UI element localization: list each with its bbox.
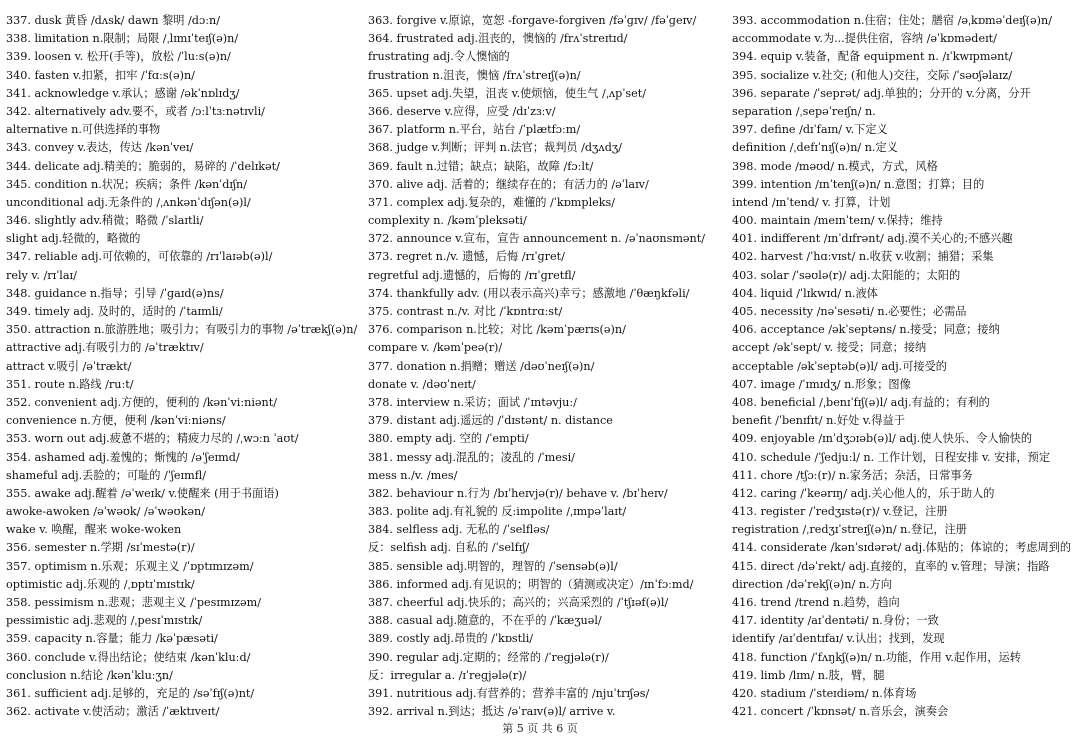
page-number: 第 5 页 共 6 页 — [502, 722, 578, 735]
vocab-entry: pessimistic adj.悲观的 /ˌpesɪˈmɪstɪk/ — [6, 614, 203, 628]
vocab-entry: 366. deserve v.应得，应受 /dɪˈzɜːv/ — [368, 104, 556, 118]
vocab-entry: 352. convenient adj.方便的，便利的 /kənˈviːniənt/ — [6, 395, 277, 409]
vocab-entry: 351. route n.路线 /ruːt/ — [6, 377, 134, 391]
vocab-entry: 396. separate /ˈseprət/ adj.单独的；分开的 v.分离，分开 — [732, 86, 1031, 100]
vocab-entry: 343. convey v.表达，传达 /kənˈveɪ/ — [6, 141, 194, 155]
vocab-entry: 385. sensible adj.明智的，理智的 /ˈsensəb(ə)l/ — [368, 559, 618, 573]
vocab-entry: alternative n.可供选择的事物 — [6, 123, 161, 137]
vocab-entry: rely v. /rɪˈlaɪ/ — [6, 268, 77, 282]
vocab-entry: 355. awake adj.醒着 /əˈweɪk/ v.使醒来 (用于书面语) — [6, 486, 279, 500]
vocab-entry: 362. activate v.使活动；激活 /ˈæktɪveɪt/ — [6, 705, 220, 719]
vocab-entry: shameful adj.丢脸的；可耻的 /ˈʃeɪmfl/ — [6, 468, 206, 482]
vocab-entry: 414. considerate /kənˈsɪdərət/ adj.体贴的；体谅的；考虑周到的 — [732, 541, 1072, 555]
vocab-entry: 340. fasten v.扣紧，扣牢 /ˈfɑːs(ə)n/ — [6, 68, 195, 82]
vocab-entry: direction /dəˈrekʃ(ə)n/ n.方向 — [732, 577, 892, 591]
vocab-entry: 375. contrast n./v. 对比 /ˈkɒntrɑːst/ — [368, 305, 563, 318]
vocab-entry: 384. selfless adj. 无私的 /ˈselfləs/ — [368, 523, 550, 537]
vocab-entry: 356. semester n.学期 /sɪˈmestə(r)/ — [6, 541, 195, 555]
vocab-entry: unconditional adj.无条件的 /ˌʌnkənˈdɪʃən(ə)l/ — [6, 195, 251, 209]
vocab-entry: attractive adj.有吸引力的 /əˈtræktɪv/ — [6, 341, 204, 355]
vocab-entry: 417. identity /aɪˈdentəti/ n.身份；一致 — [732, 614, 939, 628]
vocab-entry: 403. solar /ˈsəʊlə(r)/ adj.太阳能的；太阳的 — [732, 268, 961, 282]
vocab-entry: 348. guidance n.指导；引导 /ˈɡaɪd(ə)ns/ — [6, 286, 224, 300]
vocab-entry: 364. frustrated adj.沮丧的，懊恼的 /frʌˈstreɪtɪd/ — [368, 32, 628, 46]
vocab-entry: complexity n. /kəmˈpleksəti/ — [368, 214, 527, 228]
vocabulary-column-3 — [732, 12, 1076, 721]
vocab-entry: convenience n.方便，便利 /kənˈviːniəns/ — [6, 414, 226, 428]
vocab-entry: 349. timely adj. 及时的，适时的 /ˈtaɪmli/ — [6, 305, 223, 318]
vocab-entry: acceptable /əkˈseptəb(ə)l/ adj.可接受的 — [732, 359, 947, 373]
vocab-entry: frustration n.沮丧，懊恼 /frʌˈstreɪʃ(ə)n/ — [368, 68, 581, 82]
vocab-entry: 358. pessimism n.悲观；悲观主义 /ˈpesɪmɪzəm/ — [6, 596, 262, 609]
vocab-entry: regretful adj.遗憾的，后悔的 /rɪˈɡretfl/ — [368, 268, 576, 282]
vocab-entry: 354. ashamed adj.羞愧的；惭愧的 /əˈʃeɪmd/ — [6, 450, 240, 464]
vocab-entry: 388. casual adj.随意的，不在乎的 /ˈkæʒuəl/ — [368, 614, 602, 628]
vocab-entry: 337. dusk 黄昏 /dʌsk/ dawn 黎明 /dɔːn/ — [6, 14, 220, 27]
vocab-entry: 415. direct /dəˈrekt/ adj.直接的，直率的 v.管理；导演；指路 — [732, 559, 1050, 573]
vocab-entry: 420. stadium /ˈsteɪdiəm/ n.体育场 — [732, 686, 917, 700]
vocab-entry: 416. trend /trend n.趋势，趋向 — [732, 596, 900, 609]
vocab-entry: 410. schedule /ˈʃedjuːl/ n. 工作计划，日程安排 v. 安排，预定 — [732, 450, 1051, 464]
vocab-entry: 407. image /ˈɪmɪdʒ/ n.形象；图像 — [732, 377, 911, 391]
vocab-entry: 411. chore /tʃɔː(r)/ n.家务活；杂活，日常事务 — [732, 468, 973, 482]
vocab-entry: 372. announce v.宣布，宣告 announcement n. /əˈnaʊnsmənt/ — [368, 232, 706, 246]
vocab-entry: 369. fault n.过错；缺点；缺陷，故障 /fɔːlt/ — [368, 159, 594, 173]
vocab-entry: 反：irregular a. /ɪˈreɡjələ(r)/ — [368, 668, 527, 682]
vocab-entry: 341. acknowledge v.承认；感谢 /əkˈnɒlɪdʒ/ — [6, 86, 240, 100]
vocab-entry: 400. maintain /meɪnˈteɪn/ v.保持；维持 — [732, 214, 943, 228]
vocab-entry: 339. loosen v. 松开(手等)，放松 /ˈluːs(ə)n/ — [6, 50, 231, 64]
vocab-entry: 408. beneficial /ˌbenɪˈfɪʃ(ə)l/ adj.有益的；有利的 — [732, 395, 990, 409]
vocab-entry: 418. function /ˈfʌŋkʃ(ə)n/ n.功能，作用 v.起作用，运转 — [732, 650, 1021, 664]
vocab-entry: 401. indifferent /ɪnˈdɪfrənt/ adj.漠不关心的;不感兴趣 — [732, 232, 1013, 246]
vocab-entry: 377. donation n.捐赠；赠送 /dəʊˈneɪʃ(ə)n/ — [368, 359, 595, 373]
vocab-entry: 409. enjoyable /ɪnˈdʒɔɪəb(ə)l/ adj.使人快乐、令人愉快的 — [732, 432, 1033, 446]
vocab-entry: 361. sufficient adj.足够的，充足的 /səˈfɪʃ(ə)nt/ — [6, 686, 255, 700]
vocab-entry: 399. intention /ɪnˈtenʃ(ə)n/ n.意图；打算；目的 — [732, 177, 985, 191]
vocab-entry: slight adj.轻微的，略微的 — [6, 232, 141, 246]
vocab-entry: 357. optimism n.乐观；乐观主义 /ˈɒptɪmɪzəm/ — [6, 559, 254, 573]
vocab-entry: 365. upset adj.失望，沮丧 v.使烦恼，使生气 /ˌʌpˈset/ — [368, 86, 647, 100]
vocab-entry: 395. socialize v.社交; (和他人)交往，交际 /ˈsəʊʃəlaɪz/ — [732, 68, 1013, 82]
vocab-entry: 359. capacity n.容量；能力 /kəˈpæsəti/ — [6, 632, 218, 646]
vocab-entry: 379. distant adj.遥远的 /ˈdɪstənt/ n. distance — [368, 414, 613, 428]
vocab-entry: 345. condition n.状况；疾病；条件 /kənˈdɪʃn/ — [6, 177, 248, 191]
vocab-entry: accept /əkˈsept/ v. 接受；同意；接纳 — [732, 341, 927, 355]
vocab-entry: mess n./v. /mes/ — [368, 468, 458, 482]
vocab-entry: 374. thankfully adv. (用以表示高兴)幸亏；感激地 /ˈθæŋkfəli/ — [368, 286, 690, 300]
vocab-entry: 383. polite adj.有礼貌的 反:impolite /ˌɪmpəˈlaɪt/ — [368, 505, 627, 519]
vocab-entry: 347. reliable adj.可依赖的，可依靠的 /rɪˈlaɪəb(ə)l/ — [6, 250, 273, 264]
vocab-entry: compare v. /kəmˈpeə(r)/ — [368, 341, 503, 355]
vocab-entry: 406. acceptance /əkˈseptəns/ n.接受；同意；接纳 — [732, 323, 1000, 337]
vocab-entry: wake v. 唤醒，醒来 woke-woken — [6, 523, 182, 537]
vocab-entry: 386. informed adj.有见识的；明智的（猜测或决定）/ɪnˈfɔːmd/ — [368, 577, 694, 591]
vocab-entry: 421. concert /ˈkɒnsət/ n.音乐会，演奏会 — [732, 705, 949, 719]
vocab-entry: 391. nutritious adj.有营养的；营养丰富的 /njuˈtrɪʃəs/ — [368, 686, 650, 700]
vocab-entry: 350. attraction n.旅游胜地；吸引力；有吸引力的事物 /əˈtrækʃ(ə)n/ — [6, 323, 358, 337]
vocab-entry: 373. regret n./v. 遗憾，后悔 /rɪˈɡret/ — [368, 250, 565, 264]
vocab-entry: accommodate v.为...提供住宿，容纳 /əˈkɒmədeɪt/ — [732, 32, 997, 46]
vocab-entry: 342. alternatively adv.要不，或者 /ɔːlˈtɜːnətɪvli/ — [6, 104, 265, 118]
vocab-entry: separation /ˌsepəˈreɪʃn/ n. — [732, 104, 876, 118]
vocab-entry: 370. alive adj. 活着的；继续存在的；有活力的 /əˈlaɪv/ — [368, 177, 649, 191]
vocab-entry: 413. register /ˈredʒɪstə(r)/ v.登记，注册 — [732, 505, 948, 519]
vocab-entry: 405. necessity /nəˈsesəti/ n.必要性；必需品 — [732, 305, 967, 318]
vocab-entry: 367. platform n.平台，站台 /ˈplætfɔːm/ — [368, 123, 581, 137]
vocab-entry: 338. limitation n.限制；局限 /ˌlɪmɪˈteɪʃ(ə)n/ — [6, 32, 239, 46]
vocab-entry: 380. empty adj. 空的 /ˈempti/ — [368, 432, 529, 446]
vocab-entry: donate v. /dəʊˈneɪt/ — [368, 377, 476, 391]
vocab-entry: 390. regular adj.定期的；经常的 /ˈreɡjələ(r)/ — [368, 650, 609, 664]
vocab-entry: 387. cheerful adj.快乐的；高兴的；兴高采烈的 /ˈtʃɪəf(ə)l/ — [368, 596, 669, 609]
vocabulary-column-2 — [368, 12, 726, 721]
vocab-entry: 376. comparison n.比较；对比 /kəmˈpærɪs(ə)n/ — [368, 323, 626, 337]
vocab-entry: optimistic adj.乐观的 /ˌɒptɪˈmɪstɪk/ — [6, 577, 195, 591]
vocab-entry: 344. delicate adj.精美的；脆弱的，易碎的 /ˈdelɪkət/ — [6, 159, 280, 173]
vocab-entry: 393. accommodation n.住宿；住处；膳宿 /əˌkɒməˈdeɪʃ(ə)n/ — [732, 14, 1053, 27]
vocab-entry: definition /ˌdefɪˈnɪʃ(ə)n/ n.定义 — [732, 141, 898, 155]
vocab-entry: 394. equip v.装备，配备 equipment n. /ɪˈkwɪpmənt/ — [732, 50, 1013, 64]
vocab-entry: 389. costly adj.昂贵的 /ˈkɒstli/ — [368, 632, 534, 646]
vocab-entry: 402. harvest /ˈhɑːvɪst/ n.收获 v.收割；捕猎；采集 — [732, 250, 994, 264]
vocab-entry: 360. conclude v.得出结论；使结束 /kənˈkluːd/ — [6, 650, 251, 664]
vocab-entry: 419. limb /lɪm/ n.肢，臂，腿 — [732, 668, 885, 682]
vocab-entry: awoke-awoken /əˈwəʊk/ /əˈwəʊkən/ — [6, 505, 205, 519]
vocab-entry: identify /aɪˈdentɪfaɪ/ v.认出；找到，发现 — [732, 632, 945, 646]
vocab-entry: 381. messy adj.混乱的；凌乱的 /ˈmesi/ — [368, 450, 575, 464]
vocab-entry: registration /ˌredʒɪˈstreɪʃ(ə)n/ n.登记，注册 — [732, 523, 967, 537]
vocab-entry: 397. define /dɪˈfaɪn/ v.下定义 — [732, 123, 888, 137]
vocab-entry: 353. worn out adj.疲惫不堪的；精疲力尽的 /ˌwɔːn ˈaʊt/ — [6, 432, 299, 446]
vocab-entry: 378. interview n.采访；面试 /ˈɪntəvjuː/ — [368, 395, 577, 409]
vocab-entry: intend /ɪnˈtend/ v. 打算，计划 — [732, 195, 891, 209]
vocab-entry: 412. caring /ˈkeərɪŋ/ adj.关心他人的，乐于助人的 — [732, 486, 995, 500]
vocab-entry: benefit /ˈbenɪfɪt/ n.好处 v.得益于 — [732, 414, 905, 428]
vocab-entry: 363. forgive v.原谅，宽恕 -forgave-forgiven /fəˈɡɪv/ /fəˈɡeɪv/ — [368, 14, 697, 27]
vocab-entry: frustrating adj.令人懊恼的 — [368, 50, 510, 64]
vocab-entry: 398. mode /məʊd/ n.模式，方式，风格 — [732, 159, 938, 173]
vocabulary-column-1 — [6, 12, 358, 721]
vocab-entry: conclusion n.结论 /kənˈkluːʒn/ — [6, 668, 173, 682]
vocab-entry: 346. slightly adv.稍微；略微 /ˈslaɪtli/ — [6, 214, 204, 228]
vocab-entry: 371. complex adj.复杂的，难懂的 /ˈkɒmpleks/ — [368, 195, 616, 209]
vocab-entry: 382. behaviour n.行为 /bɪˈheɪvjə(r)/ behave v. /bɪˈheɪv/ — [368, 486, 668, 500]
vocab-entry: 368. judge v.判断；评判 n.法官；裁判员 /dʒʌdʒ/ — [368, 141, 622, 155]
vocab-entry: 392. arrival n.到达；抵达 /əˈraɪv(ə)l/ arrive v. — [368, 705, 616, 719]
vocab-entry: 反：selfish adj. 自私的 /ˈselfɪʃ/ — [368, 541, 530, 555]
vocab-entry: 404. liquid /ˈlɪkwɪd/ n.液体 — [732, 286, 878, 300]
vocab-entry: attract v.吸引 /əˈtrækt/ — [6, 359, 132, 373]
